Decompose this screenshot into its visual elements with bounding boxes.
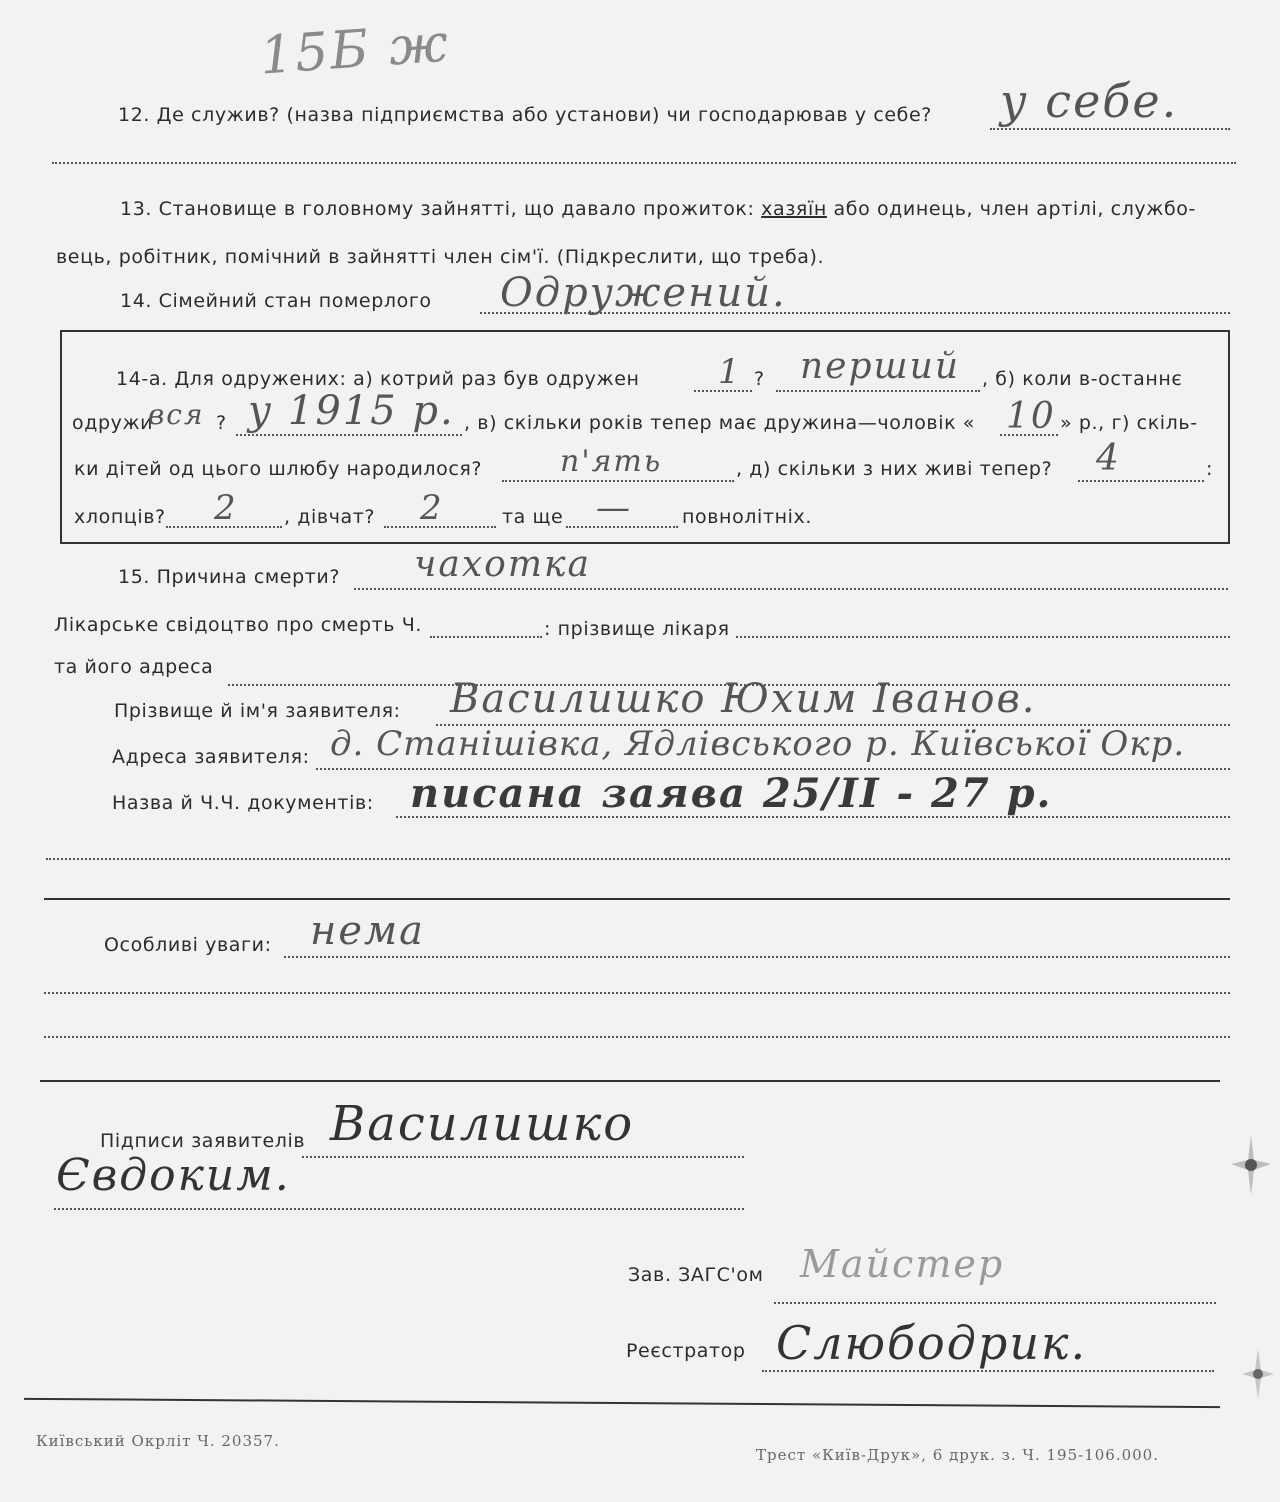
- registrar-label: Реєстратор: [626, 1340, 746, 1362]
- q14a-l1-ans1: 1: [718, 352, 742, 392]
- footer-left: Київський Окрліт Ч. 20357.: [36, 1432, 280, 1450]
- q14a-l4-ans3: —: [596, 488, 632, 528]
- q14a-l4-ans2: 2: [420, 488, 444, 528]
- q14a-l2-ans3: 10: [1006, 396, 1056, 437]
- q14a-l4c: та ще: [502, 506, 564, 528]
- q14a-l1a: 14-а. Для одружених: а) котрий раз був одружен: [116, 368, 640, 390]
- applicant-name-label: Прізвище й ім'я заявителя:: [114, 700, 401, 722]
- medical-dots2: [736, 636, 1230, 638]
- q13-highlight: хазяїн: [761, 198, 827, 220]
- staple-mark-top: [1226, 1130, 1276, 1200]
- q12-line: [990, 128, 1230, 130]
- applicant-address-label: Адреса заявителя:: [112, 746, 310, 768]
- q13-text-b: або одинець, член артілі, службо-: [826, 198, 1196, 220]
- q15-label: 15. Причина смерти?: [118, 566, 341, 588]
- remarks-value: нема: [310, 908, 426, 954]
- zags-label: Зав. ЗАГС'ом: [628, 1264, 764, 1286]
- medical-label-c: та його адреса: [54, 656, 214, 678]
- blank-line-1: [46, 858, 1230, 860]
- q14a-l2b: , в) скільки років тепер має дружина—чоловік «: [464, 412, 976, 434]
- q14a-l1-q: ?: [754, 368, 765, 390]
- staple-mark-bottom: [1238, 1344, 1278, 1404]
- q14a-l2-q: ?: [216, 412, 227, 434]
- medical-label-b: : прізвище лікаря: [544, 618, 730, 640]
- signature-2: Євдоким.: [56, 1150, 291, 1201]
- q14a-l4-ans1: 2: [214, 488, 238, 528]
- q14a-l1b: , б) коли в-останнє: [982, 368, 1183, 390]
- zags-line: [774, 1302, 1216, 1304]
- registrar-signature: Слюбодрик.: [776, 1316, 1088, 1370]
- q14a-l2-dots1: [236, 434, 462, 436]
- corner-note: 15Б ж: [258, 13, 452, 87]
- q14a-l3-dots1: [502, 480, 734, 482]
- remarks-line: [284, 956, 1230, 958]
- applicant-name-value: Василишко Юхим Іванов.: [450, 676, 1037, 722]
- signatures-line-2: [54, 1208, 744, 1210]
- q14-label: 14. Сімейний стан померлого: [120, 290, 432, 312]
- q14a-l2-ans2: у 1915 р.: [248, 388, 455, 434]
- q14-answer: Одружений.: [500, 270, 787, 316]
- footer-right: Трест «Київ-Друк», 6 друк. з. Ч. 195-106.000.: [756, 1446, 1159, 1464]
- q14a-l1-ans2: перший: [800, 346, 961, 387]
- q12-label: 12. Де служив? (назва підприємства або установи) чи господарював у себе?: [118, 104, 932, 126]
- remarks-label: Особливі уваги:: [104, 934, 272, 956]
- q13-line2: вець, робітник, помічний в зайнятті член сім'ї. (Підкреслити, що треба).: [56, 246, 825, 268]
- q14a-l3-dots2: [1078, 480, 1204, 482]
- q14a-l2a: одружи: [72, 412, 154, 434]
- medical-dots1: [430, 636, 542, 638]
- q14a-l3b: , д) скільки з них живі тепер?: [736, 458, 1053, 480]
- remarks-line-3: [44, 1036, 1230, 1038]
- q12-line-2: [52, 162, 1236, 164]
- q14a-l4b: , дівчат?: [284, 506, 376, 528]
- divider-1: [44, 898, 1230, 900]
- q14a-l3a: ки дітей од цього шлюбу народилося?: [74, 458, 483, 480]
- q14a-l2-ans1: вся: [148, 398, 205, 431]
- applicant-docs-label: Назва й Ч.Ч. документів:: [112, 792, 374, 814]
- q15-line: [354, 588, 1228, 590]
- signatures-label: Підписи заявителів: [100, 1130, 306, 1152]
- registrar-line: [762, 1370, 1214, 1372]
- q14a-l3-ans1: п'ять: [560, 444, 663, 479]
- medical-label-a: Лікарське свідоцтво про смерть Ч.: [54, 614, 422, 636]
- signatures-line-1: [302, 1156, 744, 1158]
- q13-text-a: 13. Становище в головному зайнятті, що давало прожиток:: [120, 198, 762, 220]
- applicant-address-value: д. Станішівка, Ядлівського р. Київської Окр.: [330, 724, 1186, 764]
- q12-answer: у себе.: [1000, 74, 1179, 128]
- signature-1: Василишко: [330, 1096, 635, 1152]
- q14a-l4d: повнолітніх.: [682, 506, 812, 528]
- q13-line1: [120, 198, 1196, 220]
- q14a-l4a: хлопців?: [74, 506, 166, 528]
- divider-2: [40, 1080, 1220, 1082]
- q14a-l3c: :: [1206, 458, 1214, 480]
- q14a-l1-dots2: [776, 390, 980, 392]
- divider-3: [24, 1398, 1220, 1408]
- applicant-docs-value: писана заява 25/ІІ - 27 р.: [410, 770, 1053, 817]
- q14a-l2c: » р., г) скіль-: [1060, 412, 1198, 434]
- q14a-l3-ans2: 4: [1096, 438, 1121, 479]
- q15-answer: чахотка: [414, 544, 591, 585]
- zags-signature: Майстер: [800, 1242, 1005, 1286]
- remarks-line-2: [44, 992, 1230, 994]
